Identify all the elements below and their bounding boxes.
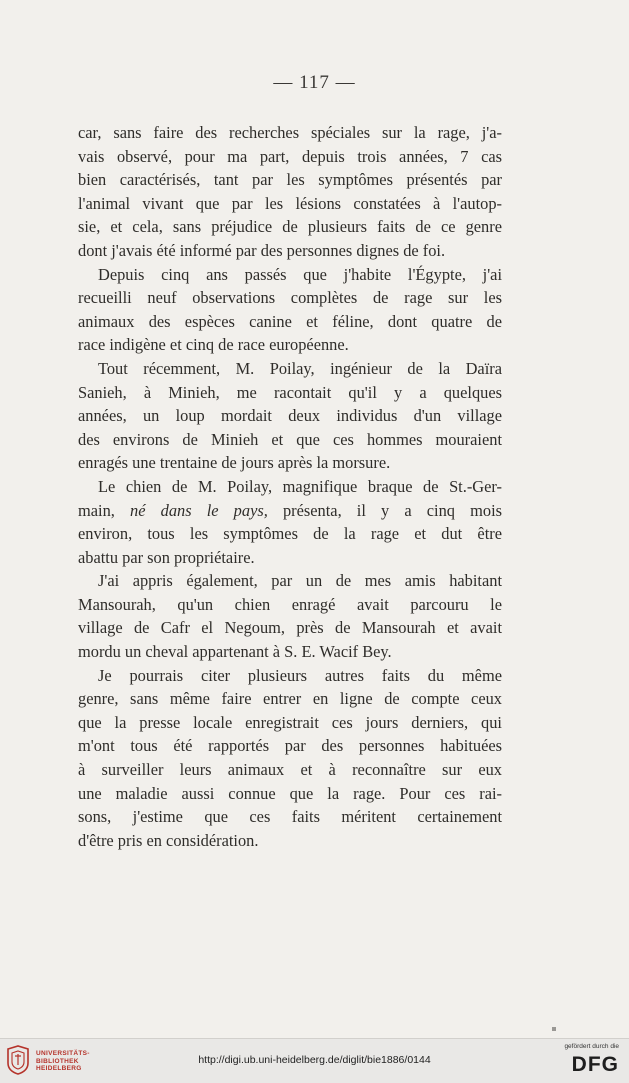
text-line: abattu par son propriétaire. [78,547,255,567]
text-line: Mansourah, qu'un chien enragé avait parcouru le [78,594,502,614]
text-line: une maladie aussi connue que la rage. Pour ces rai- [78,783,502,803]
text-line: Sanieh, à Minieh, me racontait qu'il y a quelques [78,382,502,402]
university-name-line: BIBLIOTHEK [36,1057,79,1065]
text-line: environ, tous les symptômes de la rage et dut être [78,524,502,544]
digitization-footer [0,1038,629,1083]
italic-phrase: né dans le pays, [130,500,268,520]
text-line: que la presse locale enregistrait ces jours derniers, qui [78,712,502,732]
text-line: village de Cafr el Negoum, près de Mansourah et avait [78,618,502,638]
dfg-logo: DFG [571,1053,619,1076]
text-line: race indigène et cinq de race européenne. [78,335,349,355]
line-segment: présenta, il y a cinq mois [267,500,502,520]
text-line: bien caractérisés, tant par les symptômes présentés par [78,170,502,190]
text-line: Tout récemment, M. Poilay, ingénieur de la Daïra [98,358,502,378]
text-line: à surveiller leurs animaux et à reconnaître sur eux [78,760,502,780]
text-line: sons, j'estime que ces faits méritent certainement [78,807,502,827]
body-text [78,121,502,852]
text-line: années, un loup mordait deux individus d'un village [78,406,502,426]
permalink-url[interactable]: http://digi.ub.uni-heidelberg.de/diglit/bie1886/0144 [198,1054,431,1066]
text-line: dont j'avais été informé par des personnes dignes de foi. [78,240,446,260]
text-line: vais observé, pour ma part, depuis trois années, 7 cas [78,146,502,166]
text-line: des environs de Minieh et que ces hommes mouraient [78,429,502,449]
text-line: car, sans faire des recherches spéciales sur la rage, j'a- [78,123,502,142]
text-line: Je pourrais citer plusieurs autres faits du même [98,665,502,685]
university-name-line: UNIVERSITÄTS- [36,1050,90,1057]
funded-by-label: gefördert durch die [564,1043,619,1050]
text-line: Depuis cinq ans passés que j'habite l'Égypte, j'ai [98,264,502,284]
text-line: m'ont tous été rapportés par des personnes habituées [78,736,502,756]
text-line: mordu un cheval appartenant à S. E. Wacif Bey. [78,642,392,662]
text-line: recueilli neuf observations complètes de rage sur les [78,288,502,308]
text-line: sie, et cela, sans préjudice de plusieurs faits de ce genre [78,217,502,237]
text-line: animaux des espèces canine et féline, dont quatre de [78,311,502,331]
scan-speck [552,1027,556,1031]
text-line: Le chien de M. Poilay, magnifique braque de St.-Ger- [98,476,502,496]
page-number: — 117 — [273,72,356,93]
text-line: l'animal vivant que par les lésions constatées à l'autop- [78,193,502,213]
university-name-line: HEIDELBERG [36,1065,82,1072]
text-line: d'être pris en considération. [78,830,259,850]
text-line [78,499,502,523]
line-segment: main, [78,500,131,520]
text-line: genre, sans même faire entrer en ligne de compte ceux [78,689,502,709]
text-line: enragés une trentaine de jours après la morsure. [78,453,391,473]
text-line: J'ai appris également, par un de mes amis habitant [98,571,502,591]
